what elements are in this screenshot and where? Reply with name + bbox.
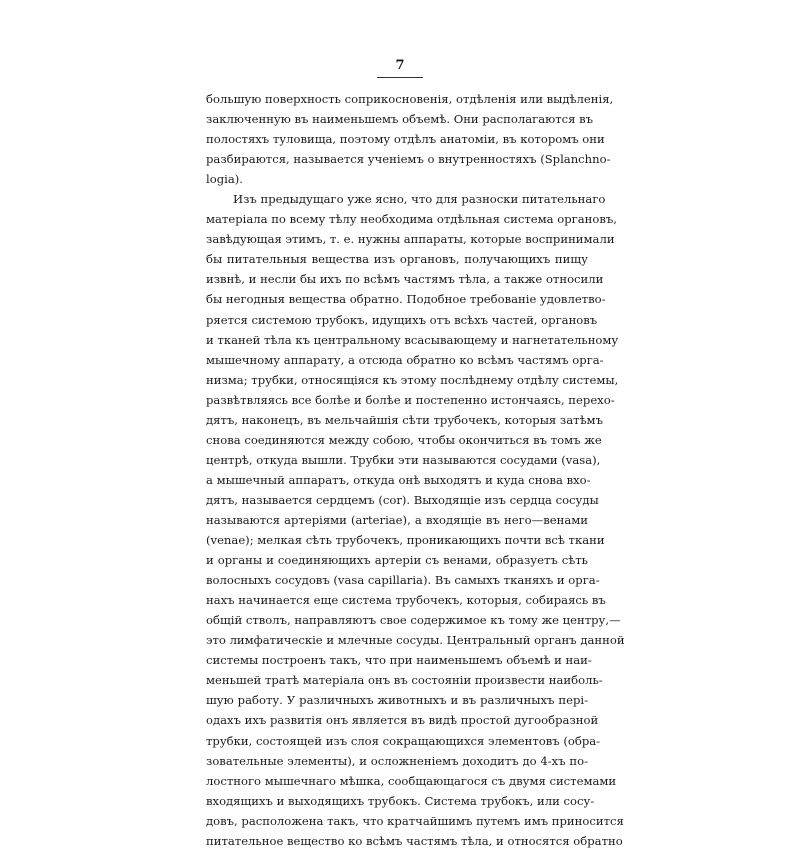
text-line: logia). (206, 172, 243, 187)
text-line: довъ, расположена такъ, что кратчайшимъ путемъ имъ приносится (206, 813, 624, 828)
text-line: входящихъ и выходящихъ трубокъ. Система трубокъ, или сосу- (206, 793, 595, 808)
text-line: низма; трубки, относящіяся къ этому послѣднему отдѣлу системы, (206, 372, 619, 387)
text-line: завѣдующая этимъ, т. е. нужны аппараты, которые воспринимали (206, 232, 615, 247)
text-line: мышечному аппарату, а отсюда обратно ко всѣмъ частямъ орга- (206, 352, 604, 367)
text-line: бы питательныя вещества изъ органовъ, получающихъ пищу (206, 252, 588, 267)
text-line: питательное вещество ко всѣмъ частямъ тѣла, и относятся обратно (206, 833, 623, 848)
text-line: полостяхъ туловища, поэтому отдѣлъ анатоміи, въ которомъ они (206, 132, 605, 147)
text-line: одахъ ихъ развитія онъ является въ видѣ простой дугообразной (206, 713, 599, 728)
text-line: матеріала по всему тѣлу необходима отдѣльная система органовъ, (206, 212, 617, 227)
text-line: бы негодныя вещества обратно. Подобное требованіе удовлетво- (206, 292, 606, 307)
text-line: и тканей тѣла къ центральному всасывающему и нагнетательному (206, 332, 619, 347)
header-rule (377, 77, 423, 78)
text-line: снова соединяются между собою, чтобы окончиться въ томъ же (206, 432, 602, 447)
text-line: а мышечный аппаратъ, откуда онѣ выходятъ и куда снова вхо- (206, 472, 591, 487)
text-line: лостного мышечнаго мѣшка, сообщающагося съ двумя системами (206, 773, 617, 788)
text-line: Изъ предыдущаго уже ясно, что для разноски питательнаго (233, 192, 606, 207)
text-line: (venae); мелкая сѣть трубочекъ, проникающихъ почти всѣ ткани (206, 533, 605, 548)
text-line: зовательные элементы), и осложненіемъ доходитъ до 4-хъ по- (206, 753, 588, 768)
text-line: шую работу. У различныхъ животныхъ и въ различныхъ пері- (206, 693, 588, 708)
text-line: дятъ, называется сердцемъ (cor). Выходящіе изъ сердца сосуды (206, 492, 599, 507)
page-number: 7 (395, 58, 405, 73)
text-line: развѣтвляясь все болѣе и болѣе и постепенно истончаясь, перехо- (206, 392, 615, 407)
text-line: дятъ, наконецъ, въ мельчайшія сѣти трубочекъ, которыя затѣмъ (206, 412, 603, 427)
text-line: общій стволъ, направляютъ свое содержимое къ тому же центру,— (206, 613, 621, 628)
text-line: волосныхъ сосудовъ (vasa capillaria). Въ самыхъ тканяхъ и орга- (206, 573, 600, 588)
text-line: меньшей тратѣ матеріала онъ въ состояніи произвести наиболь- (206, 673, 603, 688)
text-line: ряется системою трубокъ, идущихъ отъ всѣхъ частей, органовъ (206, 312, 598, 327)
text-line: это лимфатическіе и млечные сосуды. Центральный органъ данной (206, 633, 625, 648)
text-line: нахъ начинается еще система трубочекъ, которыя, собираясь въ (206, 593, 606, 608)
text-line: трубки, состоящей изъ слоя сокращающихся элементовъ (обра- (206, 733, 601, 748)
text-line: системы построенъ такъ, что при наименьшемъ объемѣ и наи- (206, 653, 592, 668)
text-line: заключенную въ наименьшемъ объемѣ. Они располагаются въ (206, 112, 594, 127)
body-text (206, 89, 625, 851)
text-line: большую поверхность соприкосновенія, отдѣленія или выдѣленія, (206, 92, 614, 106)
text-line: называются артеріями (arteriae), а входящіе въ него—венами (206, 512, 588, 527)
text-line: извнѣ, и несли бы ихъ по всѣмъ частямъ тѣла, а также относили (206, 272, 604, 287)
text-line: разбираются, называется ученіемъ о внутренностяхъ (Splanchno- (206, 152, 611, 167)
text-line: и органы и соединяющихъ артеріи съ венами, образуетъ сѣть (206, 553, 588, 568)
text-line: центрѣ, откуда вышли. Трубки эти называются сосудами (vasa), (206, 452, 601, 467)
